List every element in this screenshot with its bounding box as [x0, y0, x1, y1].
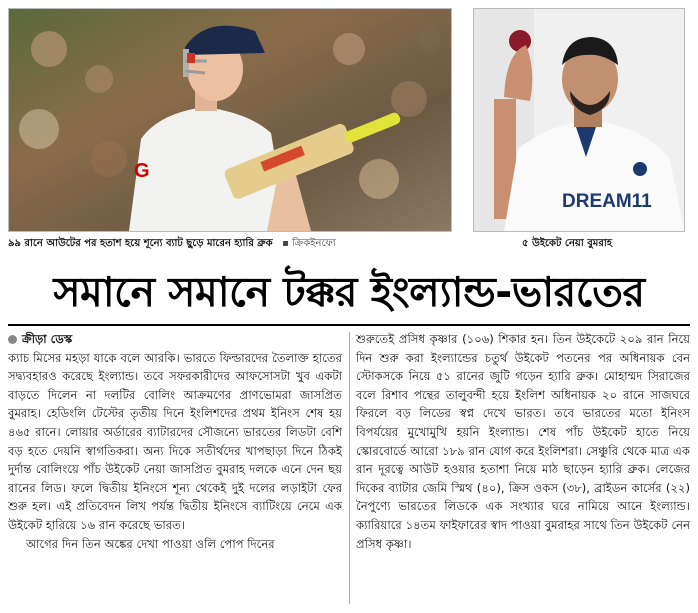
desk-byline [8, 330, 342, 349]
column-divider [349, 332, 350, 604]
bullet-icon [8, 335, 17, 344]
article-column-1 [8, 330, 342, 553]
article-paragraph: শুরুতেই প্রসিধ কৃষ্ণার (১০৬) শিকার হন। তিন উইকেটে ২০৯ রান নিয়ে দিন শুরু করা ইংল্যান্ডের চতুর্থ উইকেট পতনের পর অধিনায়ক বেন স্টোকসকে নিয়ে ৫১ রানের জুটি গড়েন হ্যারি ব্রুক। মোহাম্মদ সিরাজের বলে রিশাব পন্থের তালুবন্দী হয়ে ইংলিশ অধিনায়ক ২০ রানে সাজঘরে ফিরলে বড় লিডের স্বপ্ন দেখে ভারত। তবে ভারতের মতো ইনিংস বিপর্যয়ের মুখোমুখি হয়নি ইংল্যান্ড। শেষ পাঁচ উইকেট হাতে নিয়ে স্কোরবোর্ডে আরো ১৮৯ রান যোগ করে ইংলিশরা। সেঞ্চুরি থেকে মাত্র এক রান দূরত্বে আউট হওয়ার হতাশা নিয়ে মাঠ ছাড়েন হ্যারি ব্রুক। লেজের দিকের ব্যাটার জেমি স্মিথ (৪০), ক্রিস ওকস (৩৮), ব্রাইডন কার্সের (২২) নৈপুণ্যে ভারতের লিডকে এক সংখ্যার ঘরে নামিয়ে আনে ইংল্যান্ড। ক্যারিয়ারে ১৪তম ফাইফারের স্বাদ পাওয়া বুমরাহর সাথে তিন উইকেট নেন প্রসিধ কৃষ্ণা। [356, 332, 690, 551]
desk-label: ক্রীড়া ডেস্ক [22, 332, 73, 346]
headline-rule [8, 324, 690, 326]
headline: সমানে সমানে টক্কর ইংল্যান্ড-ভারতের [53, 268, 645, 316]
photo-credit: ▪ ক্রিকইনফো [282, 238, 336, 249]
photo-harry-brook [8, 8, 452, 232]
left-caption-text: ৯৯ রানে আউটের পর হতাশ হয়ে শূন্যে ব্যাট ছুড়ে মারেন হ্যারি ব্রুক [8, 238, 273, 249]
article-column-2 [356, 330, 690, 553]
photo-bumrah [473, 8, 685, 232]
left-photo-caption [8, 236, 336, 253]
photo-credit-text: ক্রিকইনফো [292, 238, 336, 249]
shirt-badge: G [134, 160, 150, 182]
article-paragraph: ক্যাচ মিসের মহড়া যাকে বলে আরকি। ভারতে ফিল্ডারদের তৈলাক্ত হাতের সদ্ব্যবহারও করেছে ইংল্যান্ড। তবে সফরকারীদের আফসোসটা খুব একটা বাড়তে দিলেন না দলটির বোলিং আক্রমণের প্রাণভোমরা জাসপ্রিত বুমরাহ। হেডিংলি টেস্টের তৃতীয় দিনে ইংলিশদের প্রথম ইনিংস শেষ হয় ৪৬৫ রানে। লোয়ার অর্ডারের ব্যাটারদের সৌজন্যে ভারতের লিডটা বেশি বড় হতে দেয়নি স্বাগতিকরা। অন্য দিকে সতীর্থদের খাপছাড়া দিনে ঠিকই দুর্দান্ত বোলিংয়ে পাঁচ উইকেট নেয়া জাসপ্রিত বুমরাহ দলকে এনে দেন ছয় রানের লিড। ফলে দ্বিতীয় ইনিংসে শূন্য থেকেই দুই দলের লড়াইটা ফের শুরু হল। এই প্রতিবেদন লিখ পর্যন্ত দ্বিতীয় ইনিংসে ব্যাটিংয়ে নেমে এক উইকেট হারিয়ে ১৬ রান করেছে ভারত। [8, 350, 342, 532]
right-photo-caption: ৫ উইকেট নেয়া বুমরাহ [522, 238, 612, 249]
jersey-text: DREAM11 [562, 191, 652, 212]
article-paragraph: আগের দিন তিন অঙ্কের দেখা পাওয়া ওলি পোপ দিনের [26, 536, 275, 551]
